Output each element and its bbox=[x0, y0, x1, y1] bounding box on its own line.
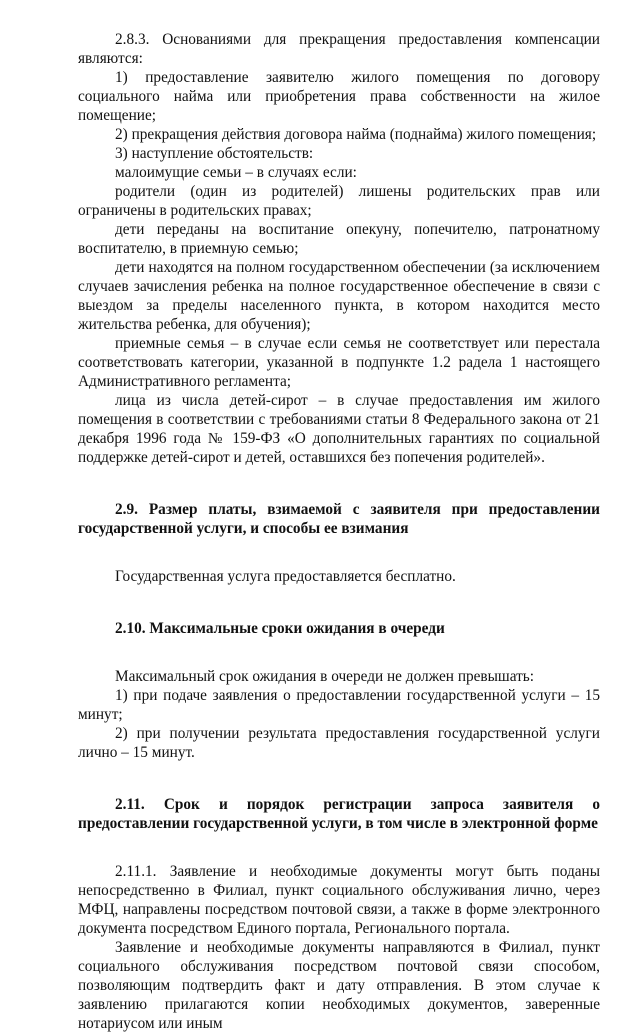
paragraph-guardianship: дети переданы на воспитание опекуну, попечителю, патронатному воспитателю, в приемную семью; bbox=[78, 221, 600, 257]
heading-2-10: 2.10. Максимальные сроки ожидания в очереди bbox=[115, 620, 445, 637]
paragraph-item-2: 2) прекращения действия договора найма (поднайма) жилого помещения; bbox=[115, 126, 597, 143]
paragraph-2-10-item-2: 2) при получении результата предоставления государственной услуги лично – 15 минут. bbox=[78, 725, 600, 761]
paragraph-foster: приемные семья – в случае если семья не соответствует или перестала соответствовать категории, указанной в подпункте 1.2 радела 1 настоящего Административного регламента; bbox=[78, 335, 600, 390]
document-body bbox=[78, 30, 600, 1033]
paragraph-2-11-2: Заявление и необходимые документы направляются в Филиал, пункт социального обслуживания посредством почтовой связи способом, позволяющим подтвердить факт и дату отправления. В этом случае к заявлению прилагаются копии необходимых документов, заверенные нотариусом или иным bbox=[78, 939, 600, 1032]
paragraph-2-9-text: Государственная услуга предоставляется бесплатно. bbox=[115, 568, 456, 585]
paragraph-2-10-intro: Максимальный срок ожидания в очереди не должен превышать: bbox=[115, 668, 535, 685]
paragraph-2-11-1: 2.11.1. Заявление и необходимые документы могут быть поданы непосредственно в Филиал, пункт социального обслуживания лично, через МФЦ, направлены посредством почтовой связи, а также в форме электронного документа посредством Единого портала, Регионального портала. bbox=[78, 863, 600, 937]
spacer bbox=[78, 833, 600, 862]
paragraph-2-8-3-intro: 2.8.3. Основаниями для прекращения предоставления компенсации являются: bbox=[78, 31, 600, 67]
heading-2-11: 2.11. Срок и порядок регистрации запроса заявителя о предоставлении государственной услуги, в том числе в электронной форме bbox=[78, 796, 600, 832]
paragraph-low-income: малоимущие семьи – в случаях если: bbox=[115, 164, 357, 181]
spacer bbox=[78, 762, 600, 795]
paragraph-state-support: дети находятся на полном государственном обеспечении (за исключением случаев зачисления ребенка на полное государственное обеспечение в связи с выездом за пределы населенного пункта, в котором находится место жительства ребенка, для обучения); bbox=[78, 259, 600, 333]
paragraph-2-10-item-1: 1) при подаче заявления о предоставлении государственной услуги – 15 минут; bbox=[78, 687, 600, 723]
spacer bbox=[78, 538, 600, 567]
spacer bbox=[78, 586, 600, 619]
paragraph-item-1: 1) предоставление заявителю жилого помещения по договору социального найма или приобретения права собственности на жилое помещение; bbox=[78, 69, 600, 124]
spacer bbox=[78, 467, 600, 500]
spacer bbox=[78, 638, 600, 667]
heading-2-9: 2.9. Размер платы, взимаемой с заявителя при предоставлении государственной услуги, и способы ее взимания bbox=[78, 501, 600, 537]
paragraph-parents: родители (один из родителей) лишены родительских прав или ограничены в родительских правах; bbox=[78, 183, 600, 219]
paragraph-item-3: 3) наступление обстоятельств: bbox=[115, 145, 314, 162]
paragraph-orphans: лица из числа детей-сирот – в случае предоставления им жилого помещения в соответствии с требованиями статьи 8 Федерального закона от 21 декабря 1996 года № 159-ФЗ «О дополнительных гарантиях по социальной поддержке детей-сирот и детей, оставшихся без попечения родителей». bbox=[78, 392, 600, 466]
